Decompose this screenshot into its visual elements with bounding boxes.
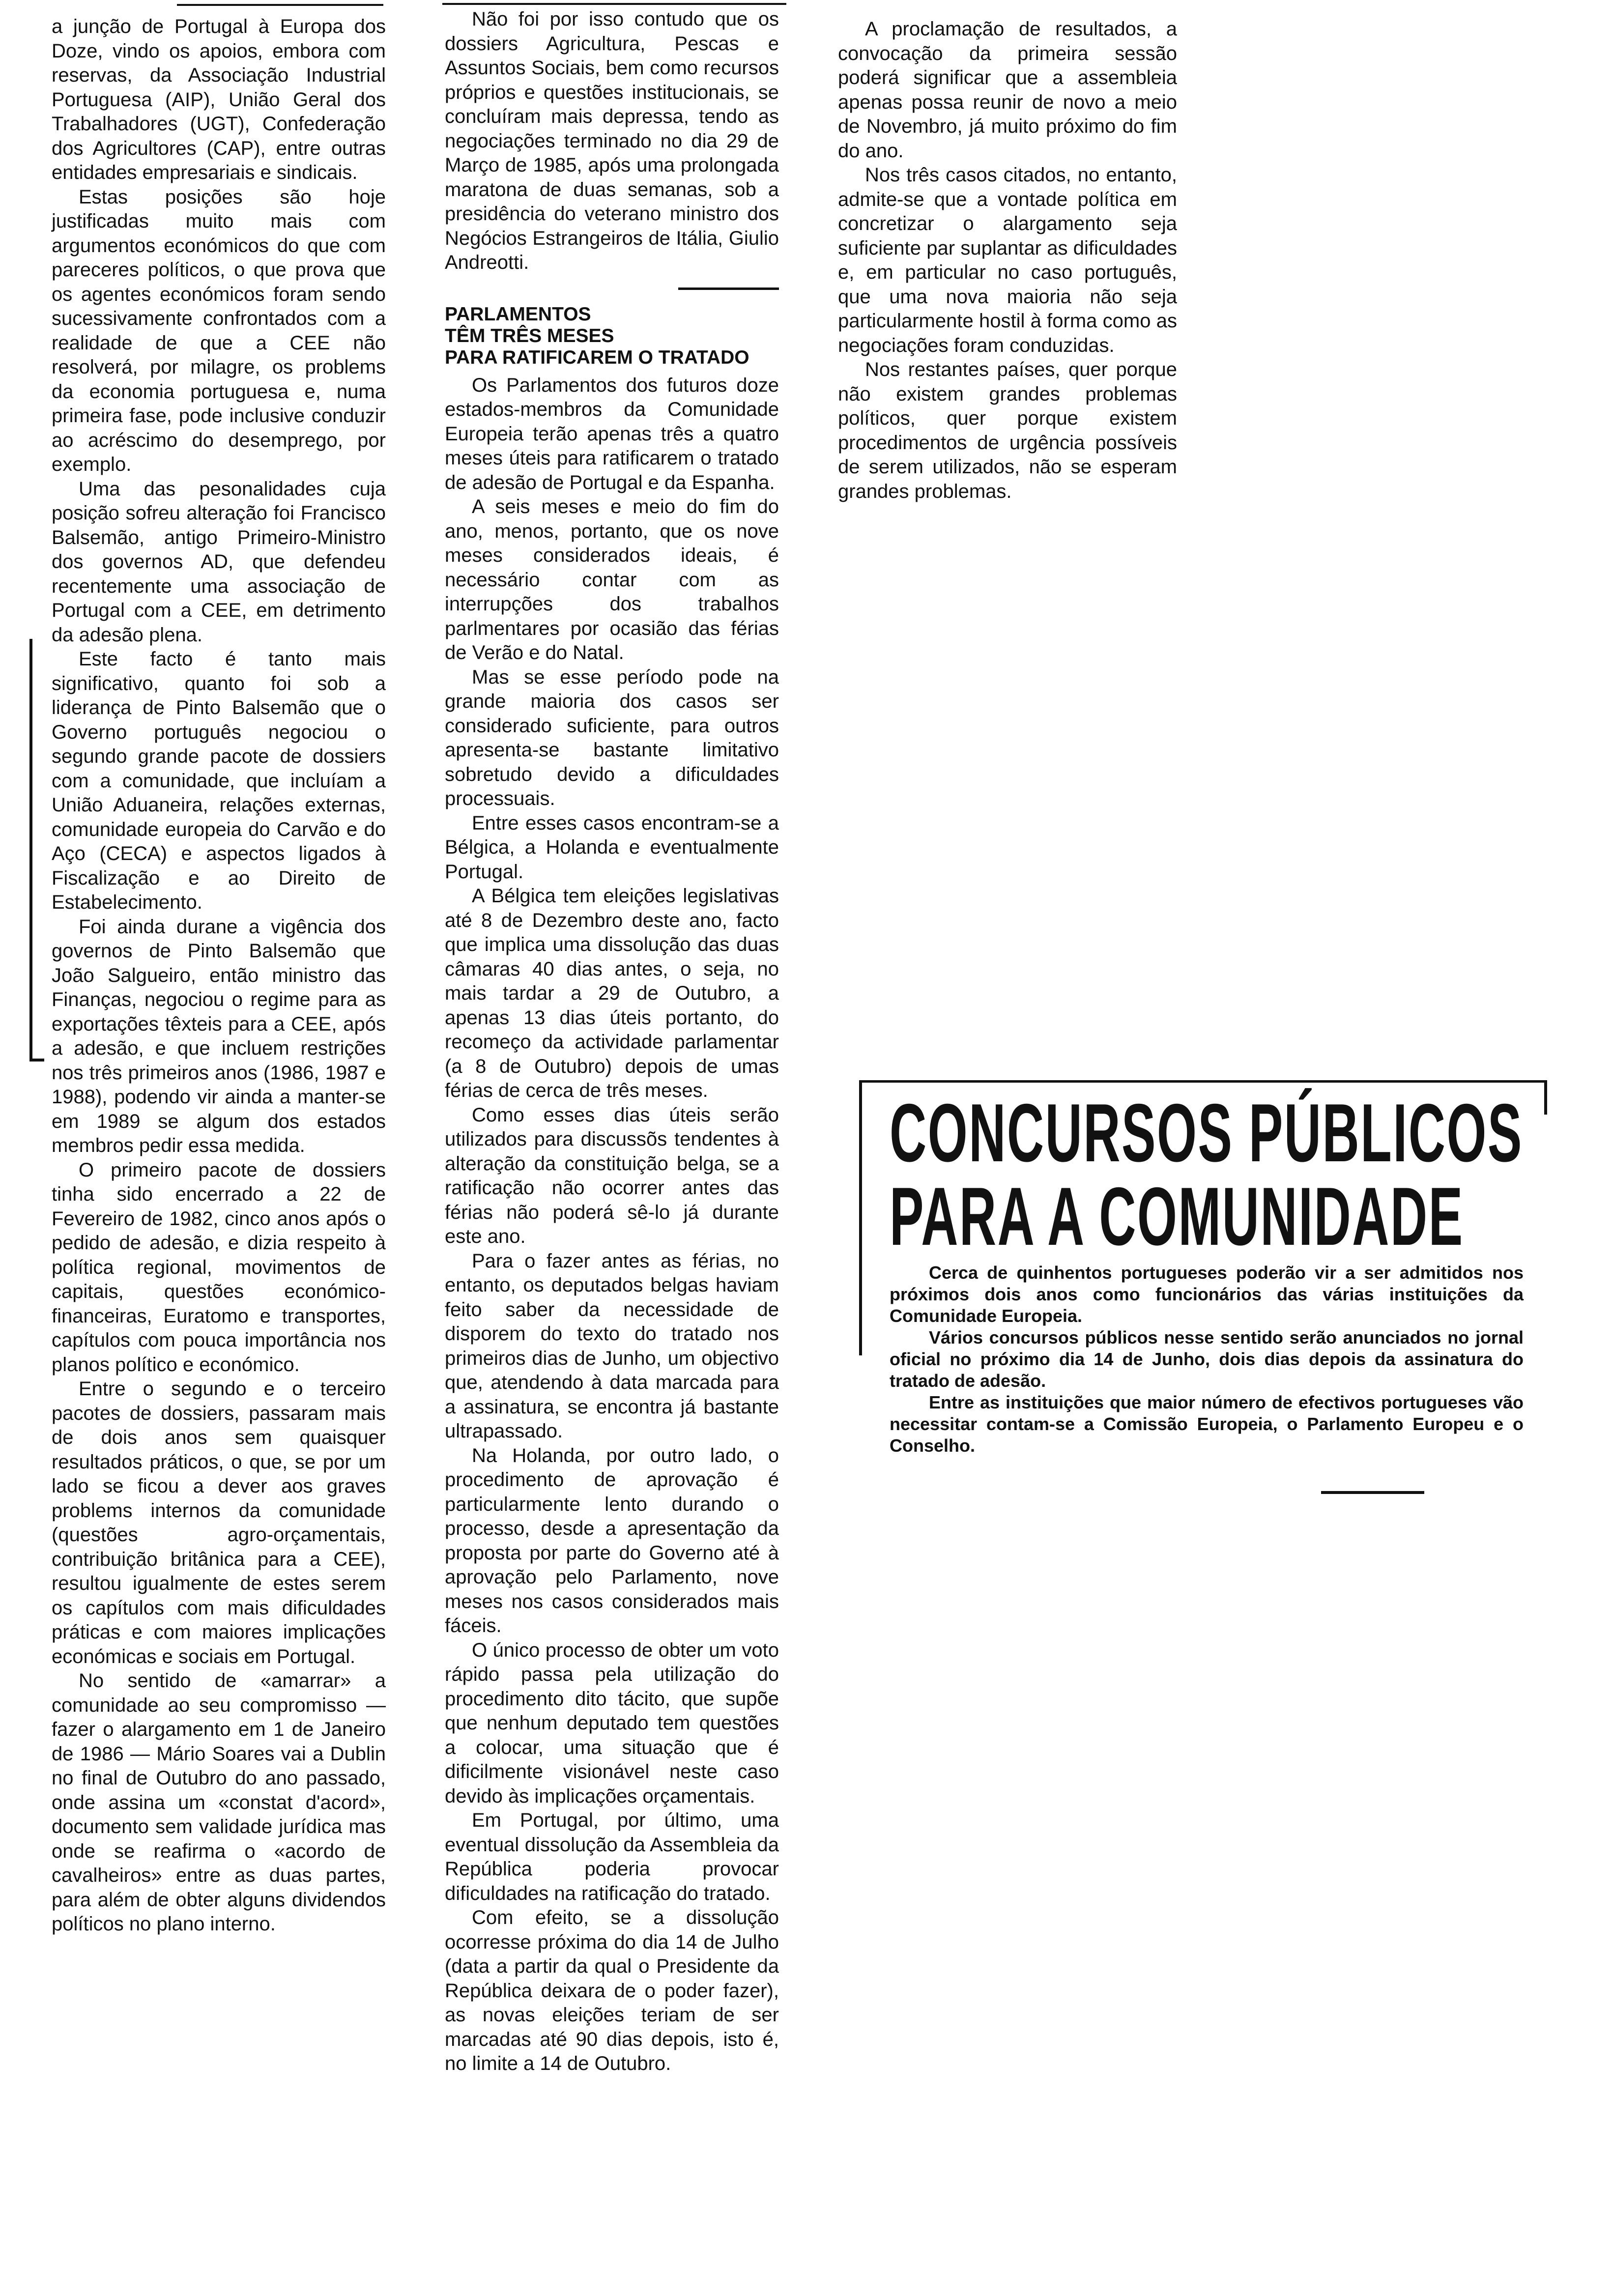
margin-bar-left xyxy=(29,639,32,1062)
col1-paragraph-3: Uma das pesonalidades cuja posição sofreu alteração foi Francisco Balsemão, antigo Primeiro-Ministro dos governos AD, que defendeu recentemente uma associação de Portugal com a CEE, em detrimento da adesão plena. xyxy=(52,478,386,646)
col1-paragraph-1: a junção de Portugal à Europa dos Doze, vindo os apoios, embora com reservas, da Associação Industrial Portuguesa (AIP), União Geral dos Trabalhadores (UGT), Confederação dos Agricultores (CAP), entre outras entidades empresariais e sindicais. xyxy=(52,16,386,183)
col3-paragraph-3: Nos restantes países, quer porque não existem grandes problemas políticos, quer porque existem procedimentos de urgência possíveis de serem utilizados, não se esperam grandes problemas. xyxy=(838,359,1177,502)
article-column-2 xyxy=(445,7,779,2076)
box-headline-line-2: PARA A COMUNIDADE xyxy=(890,1170,1464,1263)
col2-paragraph-7: Como esses dias úteis serão utilizados para discussõs tendentes à alteração da constituição belga, se a ratificação não ocorrer antes das férias não poderá sê-lo já durante este ano. xyxy=(445,1104,779,1247)
box-paragraph-3: Entre as instituições que maior número de efectivos portugueses vão necessitar contam-se a Comissão Europeia, o Parlamento Europeu e o Conselho. xyxy=(890,1392,1524,1456)
margin-bar-foot xyxy=(29,1059,44,1062)
box-paragraph-1: Cerca de quinhentos portugueses poderão vir a ser admitidos nos próximos dois anos como funcionários das várias instituições da Comunidade Europeia. xyxy=(890,1263,1524,1326)
col2-paragraph-6: A Bélgica tem eleições legislativas até 8 de Dezembro deste ano, facto que implica uma dissolução das duas câmaras 40 dias antes, o seja, no mais tardar a 29 de Outubro, a apenas 13 dias úteis portanto, do recomeço da actividade parlamentar (a 8 de Outubro) depois de umas férias de cerca de três meses. xyxy=(445,885,779,1101)
col1-paragraph-6: O primeiro pacote de dossiers tinha sido encerrado a 22 de Fevereiro de 1982, cinco anos após o pedido de adesão, e dizia respeito à política regional, movimentos de capitais, questões económico-financeiras, Euratomo e transportes, capítulos com pouca importância nos planos político e económico. xyxy=(52,1159,386,1376)
subheading-line-2: TÊM TRÊS MESES xyxy=(445,325,614,346)
col1-paragraph-7: Entre o segundo e o terceiro pacotes de dossiers, passaram mais de dois anos sem quaisquer resultados práticos, o que, se por um lado se ficou a dever aos graves problems internos da comunidade (questões agro-orçamentais, contribuição britânica para a CEE), resultou igualmente de estes serem os capítulos com mais dificuldades práticas e com maiores implicações económicas e sociais em Portugal. xyxy=(52,1378,386,1667)
article-column-1 xyxy=(52,15,386,1937)
col1-paragraph-8: No sentido de «amarrar» a comunidade ao seu compromisso — fazer o alargamento em 1 de Janeiro de 1986 — Mário Soares vai a Dublin no final de Outubro do ano passado, onde assina um «constat d'acord», documento sem validade jurídica mas onde se reafirma o «acordo de cavalheiros» entre as duas partes, para além de obter alguns dividendos políticos no plano interno. xyxy=(52,1670,386,1935)
section-subheading xyxy=(445,304,779,369)
col2-paragraph-11: Em Portugal, por último, uma eventual dissolução da Assembleia da República poderia provocar dificuldades na ratificação do tratado. xyxy=(445,1809,779,1904)
col2-paragraph-2: Os Parlamentos dos futuros doze estados-membros da Comunidade Europeia terão apenas três a quatro meses úteis para ratificarem o tratado de adesão de Portugal e da Espanha. xyxy=(445,374,779,493)
box-bottom-rule xyxy=(1321,1491,1424,1494)
box-left-border xyxy=(859,1080,862,1355)
col2-paragraph-4: Mas se esse período pode na grande maioria dos casos ser considerado suficiente, para outros apresenta-se bastante limitativo sobretudo devido a dificuldades processuais. xyxy=(445,666,779,809)
box-body xyxy=(890,1262,1524,1457)
box-paragraph-2: Vários concursos públicos nesse sentido serão anunciados no jornal oficial no próximo dia 14 de Junho, dois dias depois da assinatura do tratado de adesão. xyxy=(890,1327,1524,1391)
box-right-border xyxy=(1544,1080,1547,1115)
col2-paragraph-3: A seis meses e meio do fim do ano, menos, portanto, que os nove meses considerados ideais, é necessário contar com as interrupções dos trabalhos parlmentares por ocasião das férias de Verão e do Natal. xyxy=(445,496,779,663)
top-rule-col1 xyxy=(177,4,383,6)
col2-paragraph-1: Não foi por isso contudo que os dossiers Agricultura, Pescas e Assuntos Sociais, bem como recursos próprios e questões institucionais, se concluíram mais depressa, tendo as negociações terminado no dia 29 de Março de 1985, após uma prolongada maratona de duas semanas, sob a presidência do veterano ministro dos Negócios Estrangeiros de Itália, Giulio Andreotti. xyxy=(445,8,779,273)
subheading-line-1: PARLAMENTOS xyxy=(445,303,591,325)
col2-paragraph-5: Entre esses casos encontram-se a Bélgica, a Holanda e eventualmente Portugal. xyxy=(445,812,779,883)
subheading-line-3: PARA RATIFICAREM O TRATADO xyxy=(445,346,749,368)
col1-paragraph-4: Este facto é tanto mais significativo, quanto foi sob a liderança de Pinto Balsemão que o Governo português negociou o segundo grande pacote de dossiers com a comunidade, que incluíam a União Aduaneira, relações externas, comunidade europeia do Carvão e do Aço (CECA) e aspectos ligados à Fiscalização e ao Direito de Estabelecimento. xyxy=(52,648,386,913)
col3-paragraph-1: A proclamação de resultados, a convocação da primeira sessão poderá significar que a assembleia apenas possa reunir de novo a meio de Novembro, já muito próximo do fim do ano. xyxy=(838,18,1177,162)
col3-paragraph-2: Nos três casos citados, no entanto, admite-se que a vontade política em concretizar o alargamento seja suficiente par suplantar as dificuldades e, em particular no caso português, que uma nova maioria não seja particularmente hostil à forma como as negociações foram conduzidas. xyxy=(838,164,1177,356)
col2-paragraph-9: Na Holanda, por outro lado, o procedimento de aprovação é particularmente lento durando o processo, desde a apresentação da proposta por parte do Governo até à aprovação pelo Parlamento, nove meses nos casos considerados mais fáceis. xyxy=(445,1444,779,1636)
col1-paragraph-5: Foi ainda durane a vigência dos governos de Pinto Balsemão que João Salgueiro, então ministro das Finanças, negociou o regime para as exportações têxteis para a CEE, após a adesão, e que incluem restrições nos três primeiros anos (1986, 1987 e 1988), podendo vir ainda a manter-se em 1989 se algum dos estados membros pedir essa medida. xyxy=(52,916,386,1156)
col2-paragraph-12: Com efeito, se a dissolução ocorresse próxima do dia 14 de Julho (data a partir da qual o Presidente da República deixara de o poder fazer), as novas eleições teriam de ser marcadas até 90 dias depois, isto é, no limite a 14 de Outubro. xyxy=(445,1907,779,2074)
col2-paragraph-8: Para o fazer antes as férias, no entanto, os deputados belgas haviam feito saber da necessidade de disporem do texto do tratado nos primeiros dias de Junho, um objectivo que, atendendo à data marcada para a assinatura, se encontra já bastante ultrapassado. xyxy=(445,1250,779,1442)
box-top-border xyxy=(859,1080,1547,1083)
col2-paragraph-10: O único processo de obter um voto rápido passa pela utilização do procedimento dito tácito, que supõe que nenhum deputado tem questões a colocar, uma situação que é dificilmente visionável neste caso devido às implicações orçamentais. xyxy=(445,1639,779,1807)
notice-box xyxy=(859,1080,1547,1513)
col1-paragraph-2: Estas posições são hoje justificadas muito mais com argumentos económicos do que com pareceres políticos, o que prova que os agentes económicos foram sendo sucessivamente confrontados com a realidade de que a CEE não resolverá, por milagre, os problems da economia portuguesa e, numa primeira fase, pode inclusive conduzir ao acréscimo do desemprego, por exemplo. xyxy=(52,186,386,475)
top-rule-col2 xyxy=(442,3,786,5)
article-column-3 xyxy=(838,17,1177,504)
box-headline-line-1: CONCURSOS PÚBLICOS xyxy=(890,1087,1523,1179)
